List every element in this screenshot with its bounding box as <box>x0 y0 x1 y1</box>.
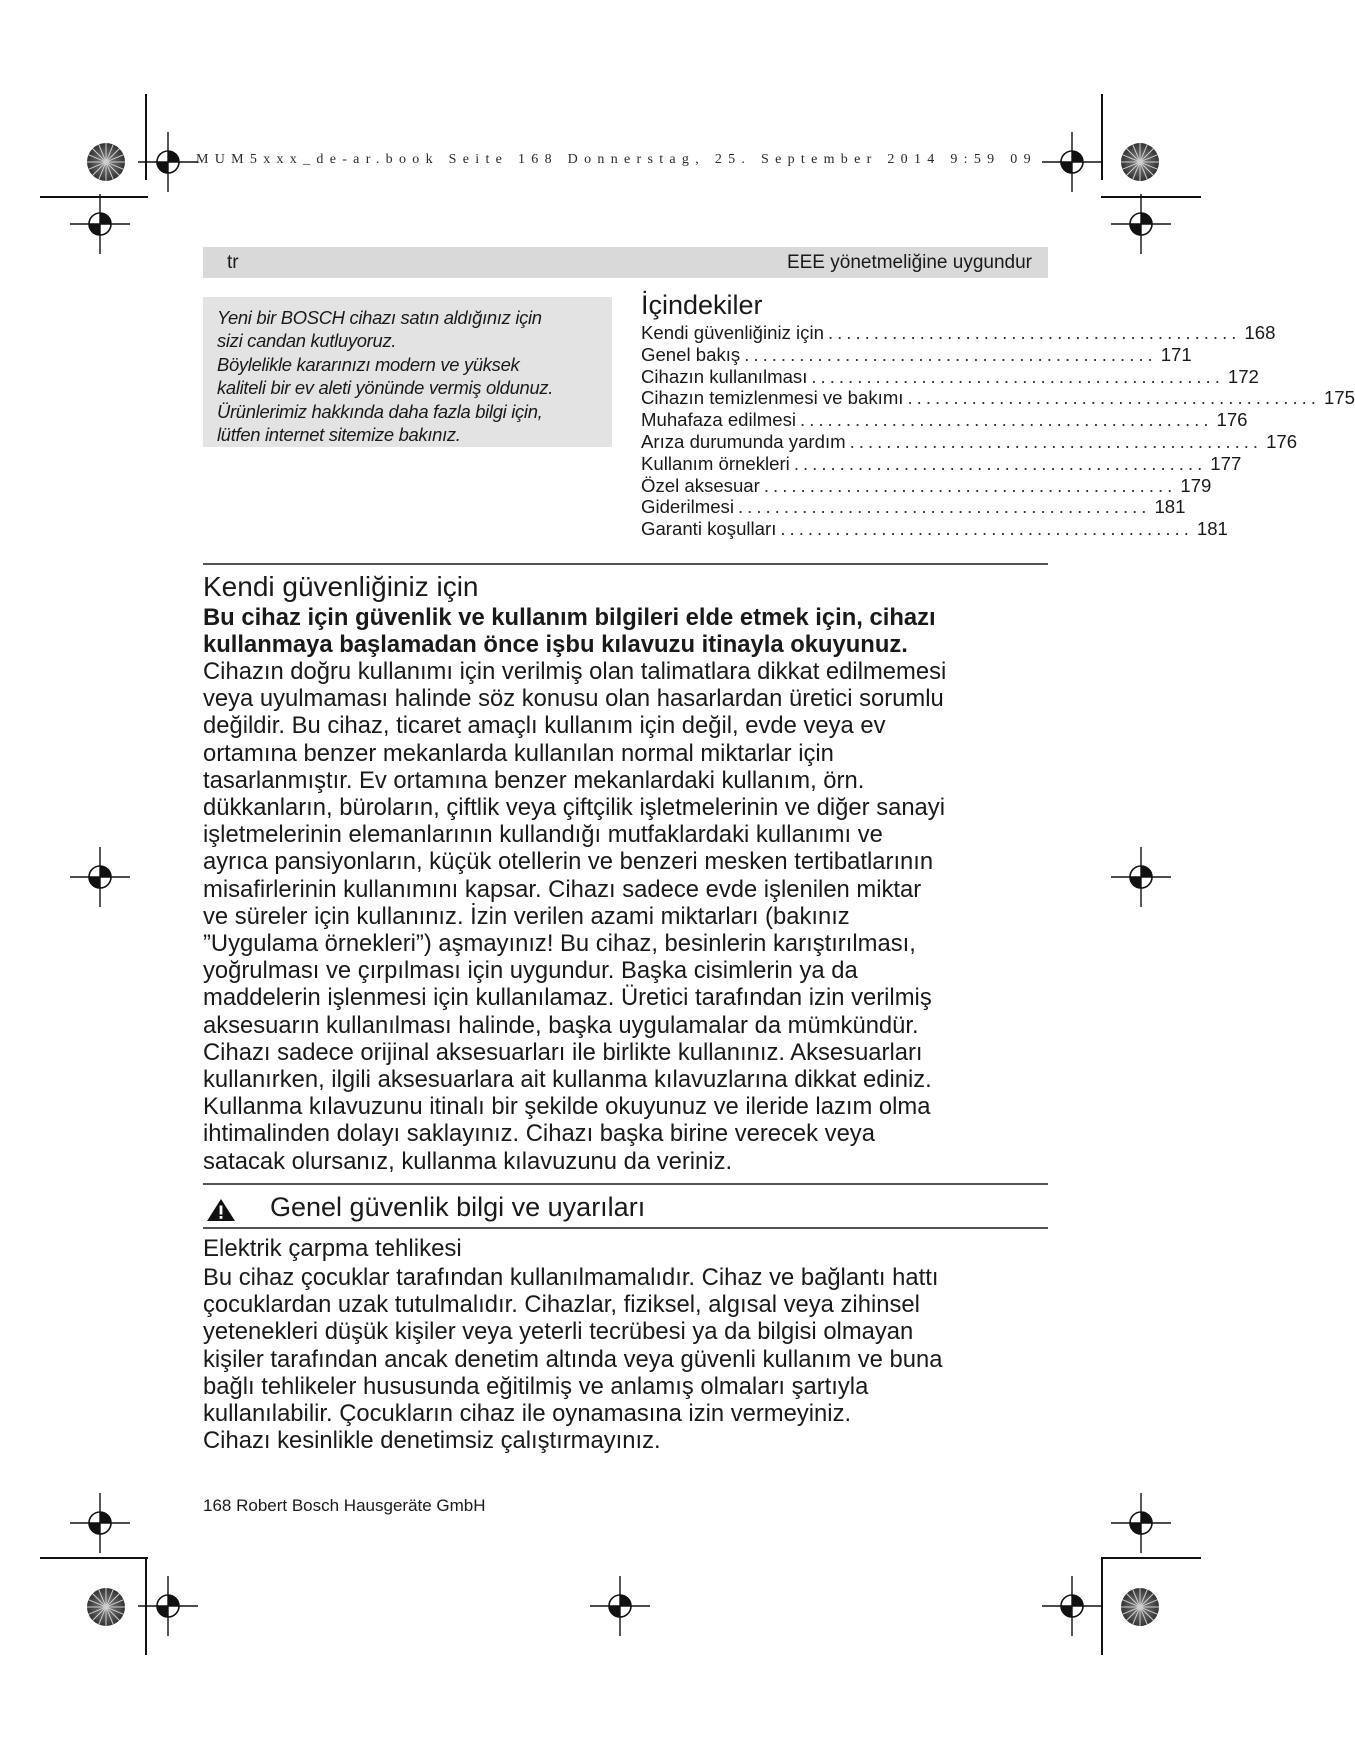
section-title: Kendi güvenliğiniz için <box>203 571 479 602</box>
body-line: Cihazı sadece orijinal aksesuarları ile birlikte kullanınız. Aksesuarları <box>203 1038 923 1066</box>
toc-entry[interactable] <box>641 452 1242 475</box>
section-body <box>203 1264 1083 1454</box>
language-code: tr <box>227 251 239 273</box>
toc-leader: ............................................. <box>793 452 1207 474</box>
toc-entry[interactable] <box>641 430 1298 453</box>
registration-mark-icon <box>1042 1576 1102 1636</box>
intro-line: lütfen internet sitemize bakınız. <box>217 424 461 446</box>
body-line: ortamına benzer mekanlarda kullanılan normal miktarlar için <box>203 739 834 767</box>
toc-entry-page: 171 <box>1160 343 1192 365</box>
body-line: ve süreler için kullanınız. İzin verilen azami miktarları (bakınız <box>203 902 850 930</box>
section-lead <box>203 604 1063 658</box>
body-line: işletmelerinin elemanlarının kullandığı mutfaklardaki kullanımı ve <box>203 821 883 849</box>
page-footer: 168 Robert Bosch Hausgeräte GmbH <box>203 1496 486 1515</box>
header-right-text: EEE yönetmeliğine uygundur <box>786 251 1032 273</box>
toc-entry[interactable] <box>641 474 1212 497</box>
subsection-title: Elektrik çarpma tehlikesi <box>203 1235 462 1262</box>
toc-entry[interactable] <box>641 322 1276 344</box>
page-header-bar <box>203 247 1048 278</box>
body-line: tasarlanmıştır. Ev ortamına benzer mekanlardaki kullanım, örn. <box>203 766 865 794</box>
toc-entry-page: 176 <box>1216 409 1248 431</box>
toc-entry-label: Özel aksesuar <box>641 474 760 496</box>
toc-entry[interactable] <box>641 496 1186 518</box>
toc-entry-page: 172 <box>1227 365 1259 387</box>
body-line: değildir. Bu cihaz, ticaret amaçlı kullanım için değil, evde veya ev <box>203 712 886 740</box>
body-line: Bu cihaz çocuklar tarafından kullanılmamalıdır. Cihaz ve bağlantı hattı <box>203 1264 939 1291</box>
toc-entry-label: Arıza durumunda yardım <box>641 430 846 452</box>
toc-leader: ............................................. <box>907 387 1320 409</box>
lead-line: kullanmaya başlamadan önce işbu kılavuzu itinayla okuyunuz. <box>203 631 908 659</box>
registration-mark-icon <box>590 1576 650 1636</box>
toc-leader: ............................................. <box>800 409 1213 431</box>
intro-line: Böylelikle kararınızı modern ve yüksek <box>217 353 520 375</box>
toc-leader: ............................................. <box>744 343 1157 365</box>
toc-leader: ............................................. <box>780 518 1193 540</box>
registration-mark-icon <box>1111 847 1171 907</box>
registration-mark-icon <box>1111 194 1171 254</box>
toc-entry-page: 177 <box>1210 452 1242 474</box>
body-line: ihtimalinden dolayı saklayınız. Cihazı başka birine verecek veya <box>203 1120 875 1148</box>
crop-line <box>40 1557 148 1559</box>
intro-line: kaliteli bir ev aleti yönünde vermiş oldunuz. <box>217 377 554 399</box>
body-line: ”Uygulama örnekleri”) aşmayınız! Bu cihaz, besinlerin karıştırılması, <box>203 930 916 958</box>
toc-entry[interactable] <box>641 343 1192 366</box>
table-of-contents <box>641 322 1355 540</box>
toc-entry-label: Muhafaza edilmesi <box>641 409 797 431</box>
body-line: kişiler tarafından ancak denetim altında veya güvenli kullanım ve buna <box>203 1345 943 1373</box>
crop-line <box>1101 1557 1201 1559</box>
warning-section-title: Genel güvenlik bilgi ve uyarıları <box>270 1192 646 1222</box>
warning-icon <box>206 1198 236 1222</box>
registration-mark-icon <box>70 194 130 254</box>
toc-entry-label: Garanti koşulları <box>641 518 777 540</box>
toc-entry-page: 176 <box>1266 430 1298 452</box>
registration-mark-icon <box>70 1493 130 1553</box>
registration-mark-icon <box>70 847 130 907</box>
registration-mark-icon <box>138 1576 198 1636</box>
body-line: dükkanların, büroların, çiftlik veya çiftçilik işletmelerinin ve diğer sanayi <box>203 794 945 822</box>
toc-entry-label: Genel bakış <box>641 343 741 365</box>
body-line: veya uyulmaması halinde söz konusu olan hasarlardan üretici sorumlu <box>203 685 944 713</box>
section-divider <box>203 1183 1048 1185</box>
toc-entry[interactable] <box>641 365 1259 388</box>
toc-leader: ............................................. <box>763 474 1177 496</box>
toc-entry[interactable] <box>641 387 1355 409</box>
body-line: yoğrulması ve çırpılması için uygundur. Başka cisimlerin ya da <box>203 957 858 985</box>
toc-entry-label: Cihazın kullanılması <box>641 365 808 387</box>
section-body <box>203 658 1083 1175</box>
body-line: Kullanma kılavuzunu itinalı bir şekilde okuyunuz ve ileride lazım olma <box>203 1093 931 1121</box>
toc-leader: ............................................. <box>811 365 1224 387</box>
body-line: Cihazın doğru kullanımı için verilmiş olan talimatlara dikkat edilmemesi <box>203 658 947 685</box>
registration-mark-icon <box>1111 1493 1171 1553</box>
body-line: kullanılabilir. Çocukların cihaz ile oynamasına izin vermeyiniz. <box>203 1400 852 1428</box>
toc-entry-page: 175 <box>1323 387 1355 409</box>
body-line: aksesuarın kullanılması halinde, başka uygulamalar da mümkündür. <box>203 1011 919 1039</box>
registration-mark-icon <box>138 132 198 192</box>
toc-entry[interactable] <box>641 409 1248 431</box>
body-line: yetenekleri düşük kişiler veya yeterli tecrübesi ya da bilgisi olmayan <box>203 1318 914 1346</box>
color-target-icon <box>86 1587 126 1627</box>
section-divider <box>203 563 1048 565</box>
toc-leader: ............................................. <box>849 430 1263 452</box>
toc-entry-label: Kullanım örnekleri <box>641 452 790 474</box>
body-line: Cihazı kesinlikle denetimsiz çalıştırmayınız. <box>203 1427 661 1455</box>
toc-entry-label: Cihazın temizlenmesi ve bakımı <box>641 387 904 409</box>
body-line: satacak olursanız, kullanma kılavuzunu da veriniz. <box>203 1147 733 1175</box>
intro-line: Yeni bir BOSCH cihazı satın aldığınız için <box>217 307 542 328</box>
file-header: MUM5xxx_de-ar.book Seite 168 Donnerstag, 25. September 2014 9:59 09 <box>196 152 1037 167</box>
color-target-icon <box>86 142 126 182</box>
toc-entry-label: Kendi güvenliğiniz için <box>641 322 824 343</box>
intro-line: sizi candan kutluyoruz. <box>217 330 397 352</box>
toc-entry[interactable] <box>641 518 1228 540</box>
intro-box <box>203 297 612 447</box>
toc-leader: ............................................. <box>827 322 1241 343</box>
body-line: kullanırken, ilgili aksesuarlara ait kullanma kılavuzlarına dikkat ediniz. <box>203 1066 932 1094</box>
color-target-icon <box>1120 1587 1160 1627</box>
toc-entry-page: 179 <box>1180 474 1212 496</box>
section-divider <box>203 1227 1048 1229</box>
lead-line: Bu cihaz için güvenlik ve kullanım bilgileri elde etmek için, cihazı <box>203 604 936 631</box>
toc-entry-page: 181 <box>1154 496 1186 518</box>
body-line: çocuklardan uzak tutulmalıdır. Cihazlar, fiziksel, algısal veya zihinsel <box>203 1291 920 1319</box>
body-line: ayrıca pansiyonların, küçük otellerin ve benzeri mesken tertibatlarının <box>203 848 934 876</box>
toc-entry-page: 181 <box>1196 518 1228 540</box>
body-line: maddelerin işlenmesi için kullanılamaz. Üretici tarafından izin verilmiş <box>203 984 932 1012</box>
toc-entry-page: 168 <box>1244 322 1276 343</box>
body-line: bağlı tehlikeler hususunda eğitilmiş ve anlamış olmaları şartıyla <box>203 1372 869 1400</box>
toc-entry-label: Giderilmesi <box>641 496 734 518</box>
body-line: misafirlerinin kullanımını kapsar. Cihazı sadece evde işlenilen miktar <box>203 875 922 903</box>
color-target-icon <box>1120 142 1160 182</box>
toc-leader: ............................................. <box>738 496 1151 518</box>
intro-line: Ürünlerimiz hakkında daha fazla bilgi için, <box>217 400 543 422</box>
toc-title: İçindekiler <box>641 290 763 320</box>
